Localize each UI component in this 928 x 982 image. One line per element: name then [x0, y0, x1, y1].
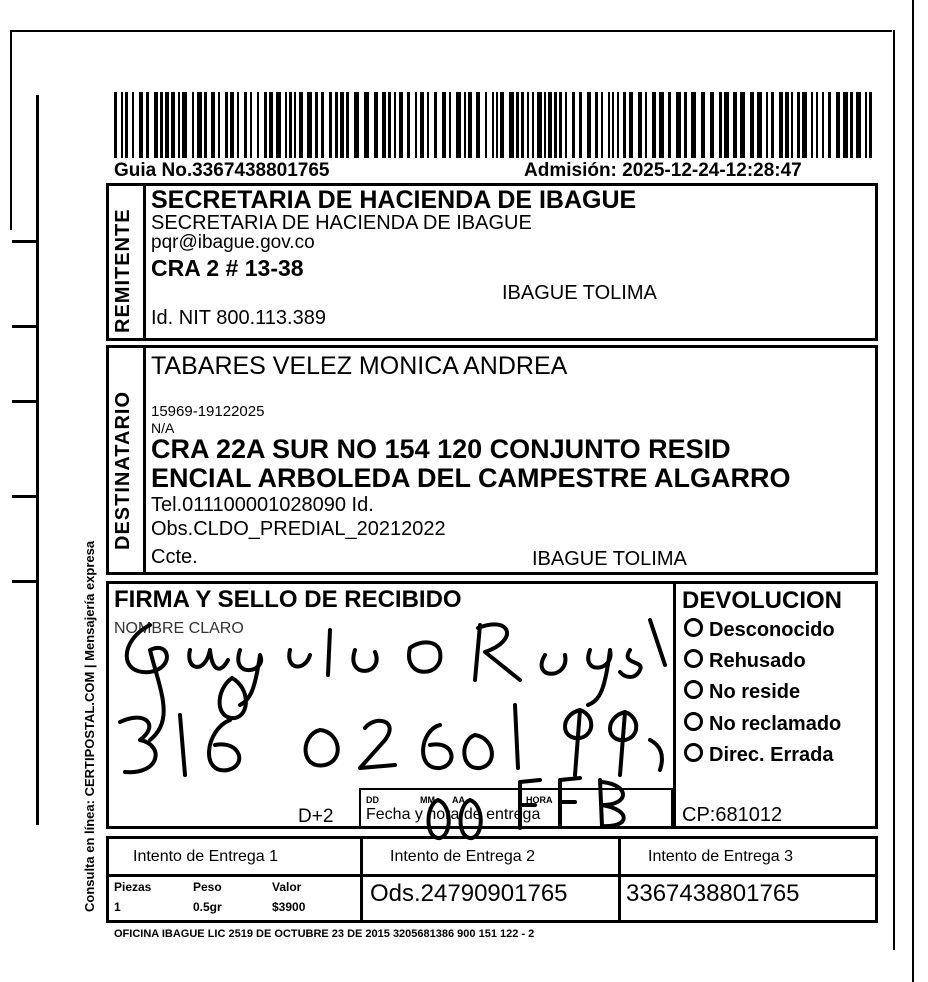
- intento-entrega-2: Intento de Entrega 2: [390, 848, 535, 865]
- piezas-value: 1: [114, 900, 121, 914]
- page-border-left: [10, 30, 12, 230]
- destinatario-divider: [143, 345, 146, 575]
- peso-value: 0.5gr: [193, 900, 222, 914]
- left-tab-divider: [12, 240, 38, 243]
- piezas-label: Piezas: [114, 880, 152, 894]
- intento-entrega-1: Intento de Entrega 1: [133, 848, 278, 865]
- remitente-name-secondary: SECRETARIA DE HACIENDA DE IBAGUE: [151, 212, 532, 234]
- devolucion-option-label: Desconocido: [709, 619, 835, 641]
- firma-title: FIRMA Y SELLO DE RECIBIDO: [114, 586, 462, 613]
- nombre-claro-label: NOMBRE CLARO: [114, 620, 244, 637]
- destinatario-label: DESTINATARIO: [112, 390, 134, 550]
- devolucion-cp: CP:681012: [682, 804, 783, 826]
- destinatario-ccte: Ccte.: [151, 546, 198, 568]
- intentos-v-divider-2: [618, 836, 621, 923]
- scan-edge-line: [912, 0, 914, 982]
- ods-number: Ods.24790901765: [370, 880, 568, 907]
- devolucion-option-no-reclamado[interactable]: [684, 712, 841, 736]
- fecha-dd-label: DD: [366, 795, 379, 805]
- devolucion-option-label: No reside: [709, 681, 801, 703]
- left-tab-divider: [12, 325, 38, 328]
- intentos-h-divider: [106, 874, 878, 877]
- devolucion-option-desconocido[interactable]: [684, 618, 835, 642]
- devolucion-option-label: No reclamado: [709, 713, 842, 735]
- firma-devolucion-divider: [673, 581, 676, 829]
- radio-circle-icon: [684, 743, 703, 762]
- valor-value: $3900: [272, 900, 306, 914]
- destinatario-city: IBAGUE TOLIMA: [532, 548, 687, 570]
- radio-circle-icon: [684, 680, 703, 699]
- devolucion-option-label: Direc. Errada: [709, 744, 834, 766]
- devolucion-option-no-reside[interactable]: [684, 680, 800, 704]
- destinatario-obs: Obs.CLDO_PREDIAL_20212022: [151, 518, 446, 540]
- radio-circle-icon: [684, 649, 703, 668]
- fecha-aa-label: AA: [452, 795, 465, 805]
- remitente-name: SECRETARIA DE HACIENDA DE IBAGUE: [151, 186, 637, 214]
- fecha-hora-entrega-label: Fecha y hora de entrega: [366, 806, 541, 823]
- guia-number: Guia No.3367438801765: [114, 160, 330, 181]
- remitente-city: IBAGUE TOLIMA: [502, 282, 657, 304]
- left-tab-divider: [12, 495, 38, 498]
- admission-date: Admisión: 2025-12-24-12:28:47: [524, 160, 802, 181]
- remitente-label: REMITENTE: [112, 208, 134, 333]
- side-consulta-text: Consulta en línea: CERTIPOSTAL.COM | Mensajería expresa: [82, 540, 97, 912]
- remitente-email: pqr@ibague.gov.co: [151, 232, 315, 253]
- radio-circle-icon: [684, 618, 703, 637]
- devolucion-option-rehusado[interactable]: [684, 649, 806, 673]
- remitente-nit: Id. NIT 800.113.389: [151, 307, 326, 329]
- destinatario-ref: 15969-19122025: [151, 403, 265, 420]
- peso-label: Peso: [193, 880, 222, 894]
- devolucion-option-direc-errada[interactable]: [684, 743, 834, 767]
- remitente-address: CRA 2 # 13-38: [151, 255, 304, 281]
- footer-office-text: OFICINA IBAGUE LIC 2519 DE OCTUBRE 23 DE 2015 3205681386 900 151 122 - 2: [114, 928, 535, 940]
- destinatario-na: N/A: [151, 420, 175, 436]
- fecha-hora-label: HORA: [526, 795, 553, 805]
- left-tab-divider: [12, 400, 38, 403]
- destinatario-address-line1: CRA 22A SUR NO 154 120 CONJUNTO RESID: [151, 434, 731, 464]
- destinatario-address-line2: ENCIAL ARBOLEDA DEL CAMPESTRE ALGARRO: [151, 463, 791, 493]
- destinatario-tel: Tel.011100001028090 Id.: [151, 494, 374, 516]
- guia-number-bottom: 3367438801765: [626, 880, 800, 907]
- page-border-right: [893, 30, 895, 950]
- barcode: [112, 92, 874, 158]
- devolucion-title: DEVOLUCION: [682, 587, 843, 614]
- intentos-v-divider-1: [360, 836, 363, 923]
- radio-circle-icon: [684, 712, 703, 731]
- remitente-divider: [143, 183, 146, 341]
- fecha-mm-label: MM: [420, 795, 435, 805]
- d2-label: D+2: [298, 806, 334, 827]
- destinatario-name: TABARES VELEZ MONICA ANDREA: [151, 352, 568, 380]
- intento-entrega-3: Intento de Entrega 3: [648, 848, 793, 865]
- devolucion-option-label: Rehusado: [709, 650, 806, 672]
- page-border-top: [10, 30, 892, 32]
- left-edge-line: [36, 95, 39, 825]
- valor-label: Valor: [272, 880, 302, 894]
- left-tab-divider: [12, 580, 38, 583]
